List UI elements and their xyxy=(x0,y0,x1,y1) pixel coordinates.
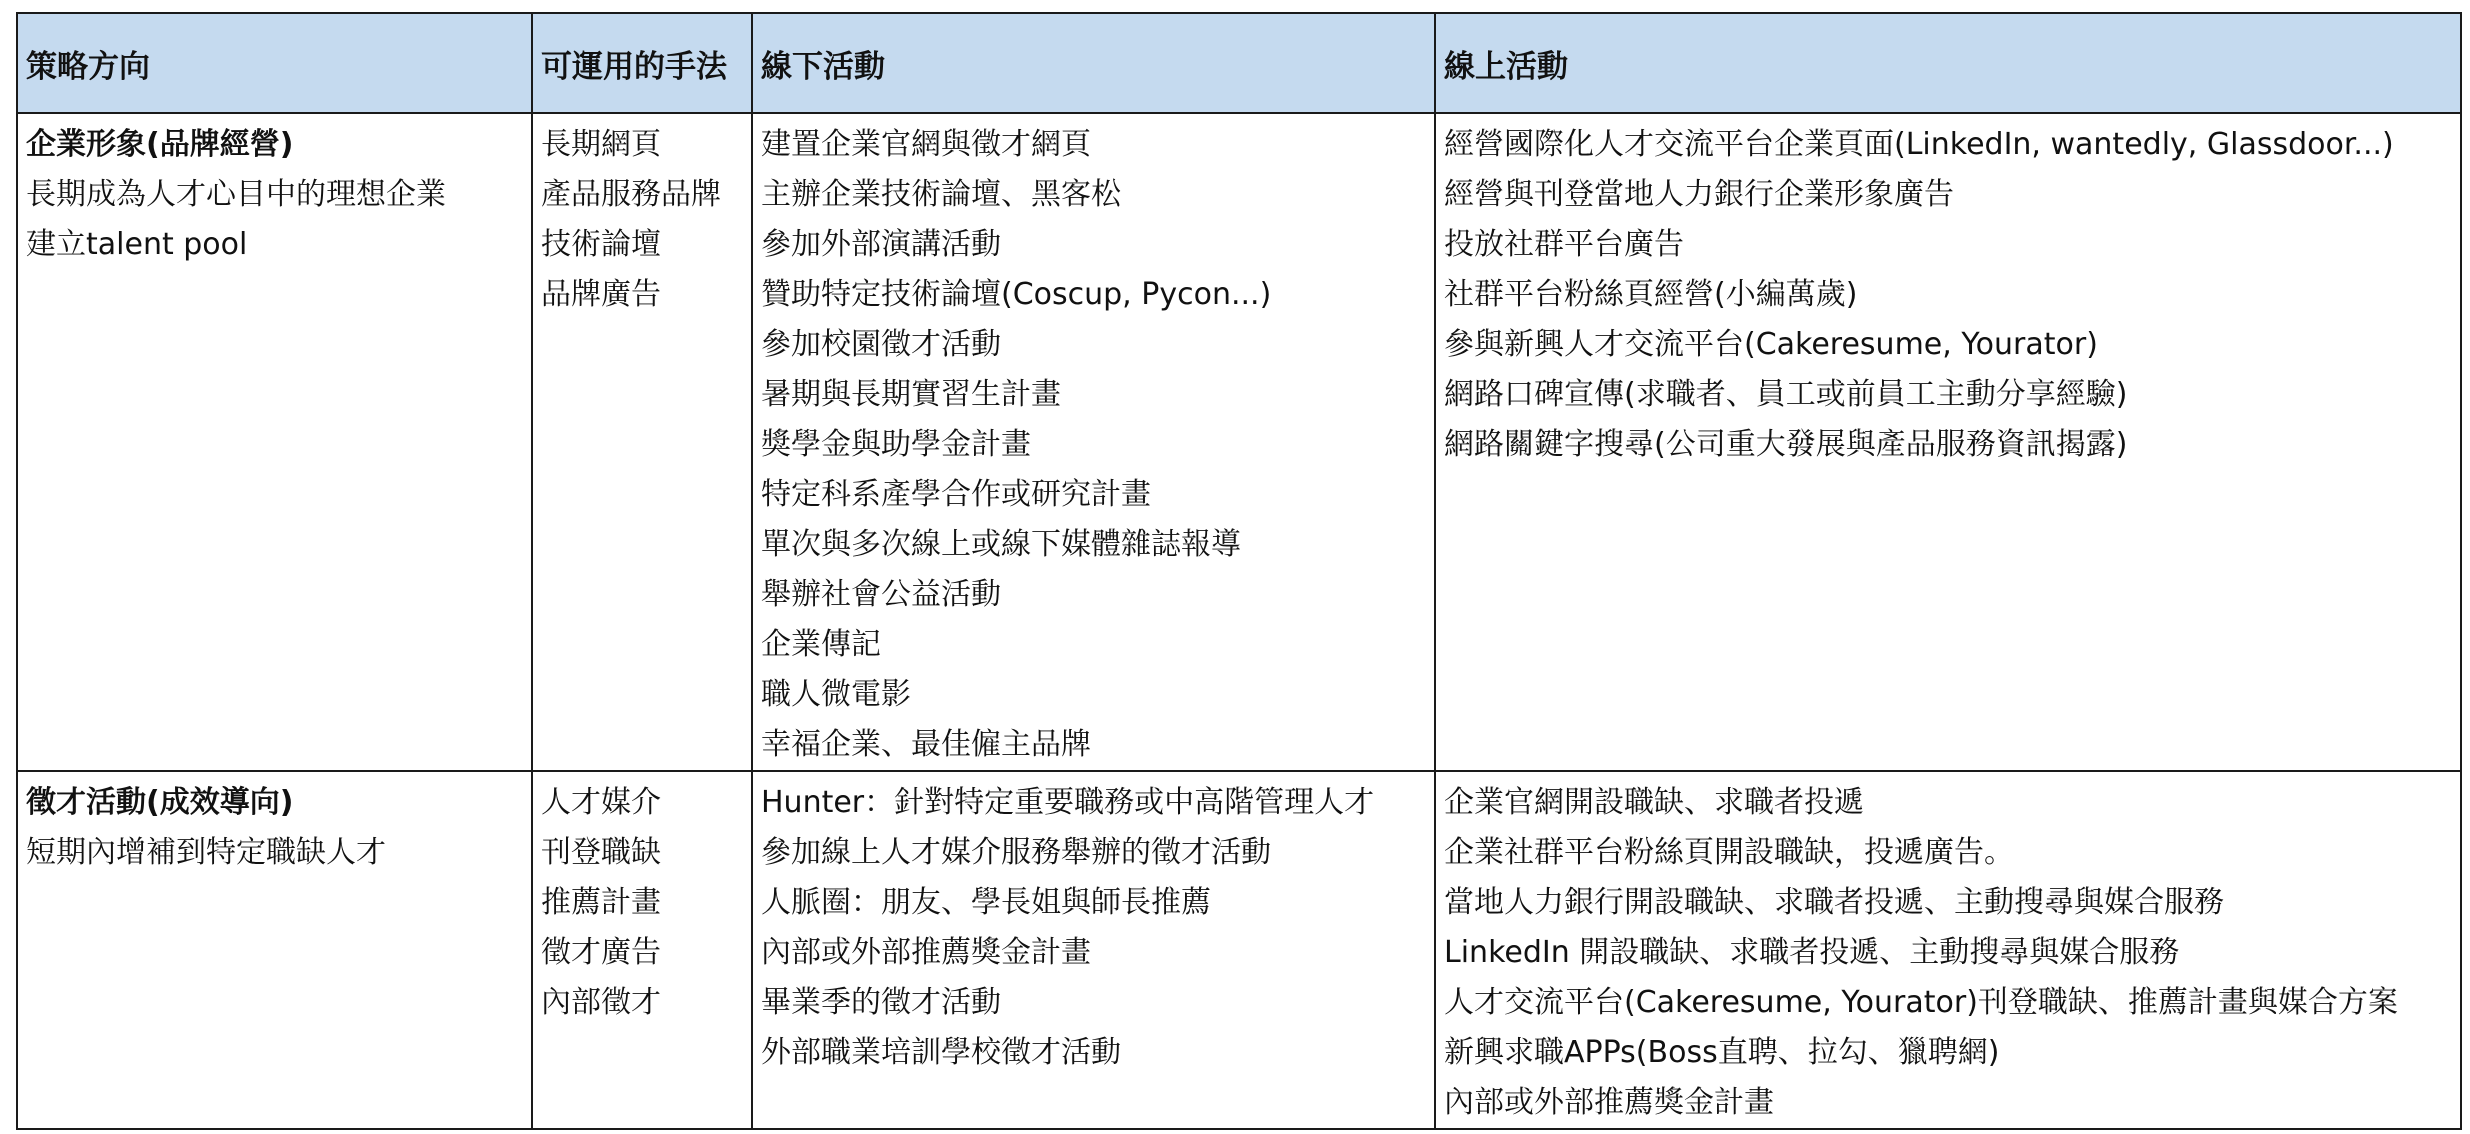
cell-offline xyxy=(752,113,1435,771)
offline-item: 暑期與長期實習生計畫 xyxy=(761,377,1061,412)
offline-item: 外部職業培訓學校徵才活動 xyxy=(761,1035,1121,1070)
method-item: 長期網頁 xyxy=(541,127,661,162)
method-item: 徵才廣告 xyxy=(541,935,661,970)
cell-strategy xyxy=(17,771,532,1129)
strategy-line: 短期內增補到特定職缺人才 xyxy=(26,835,386,870)
cell-strategy xyxy=(17,113,532,771)
online-item: 當地人力銀行開設職缺、求職者投遞、主動搜尋與媒合服務 xyxy=(1444,885,2224,920)
online-item: 經營與刊登當地人力銀行企業形象廣告 xyxy=(1444,177,1954,212)
offline-item: 主辦企業技術論壇、黑客松 xyxy=(761,177,1121,212)
online-item: 人才交流平台(Cakeresume, Yourator)刊登職缺、推薦計畫與媒合方案 xyxy=(1444,985,2398,1020)
strategy-line: 建立talent pool xyxy=(26,227,248,262)
offline-item: 幸福企業、最佳僱主品牌 xyxy=(761,727,1091,762)
online-item: 社群平台粉絲頁經營(小編萬歲) xyxy=(1444,277,1858,312)
method-item: 產品服務品牌 xyxy=(541,177,721,212)
offline-item: 人脈圈：朋友、學長姐與師長推薦 xyxy=(761,885,1211,920)
online-item: 投放社群平台廣告 xyxy=(1444,227,1684,262)
offline-item: 參加線上人才媒介服務舉辦的徵才活動 xyxy=(761,835,1271,870)
method-item: 內部徵才 xyxy=(541,985,661,1020)
offline-item: 建置企業官網與徵才網頁 xyxy=(761,127,1091,162)
offline-item: 畢業季的徵才活動 xyxy=(761,985,1001,1020)
table-row-brand xyxy=(17,113,2461,771)
cell-offline xyxy=(752,771,1435,1129)
offline-item: 贊助特定技術論壇(Coscup, Pycon...) xyxy=(761,277,1272,312)
online-item: 經營國際化人才交流平台企業頁面(LinkedIn, wantedly, Glassdoor...) xyxy=(1444,127,2394,162)
cell-methods xyxy=(532,771,752,1129)
strategy-line: 長期成為人才心目中的理想企業 xyxy=(26,177,446,212)
method-item: 技術論壇 xyxy=(541,227,661,262)
online-item: 企業官網開設職缺、求職者投遞 xyxy=(1444,785,1864,820)
method-item: 刊登職缺 xyxy=(541,835,661,870)
cell-online xyxy=(1435,113,2461,771)
online-item: 網路關鍵字搜尋(公司重大發展與產品服務資訊揭露) xyxy=(1444,427,2128,462)
header-methods: 可運用的手法 xyxy=(532,13,752,113)
offline-item: 職人微電影 xyxy=(761,677,911,712)
method-item: 人才媒介 xyxy=(541,785,661,820)
header-strategy: 策略方向 xyxy=(17,13,532,113)
offline-item: Hunter：針對特定重要職務或中高階管理人才 xyxy=(761,785,1375,820)
table-row-recruitment xyxy=(17,771,2461,1129)
online-item: 企業社群平台粉絲頁開設職缺，投遞廣告。 xyxy=(1444,835,2014,870)
online-item: 網路口碑宣傳(求職者、員工或前員工主動分享經驗) xyxy=(1444,377,2128,412)
online-item: 內部或外部推薦獎金計畫 xyxy=(1444,1085,1774,1120)
online-item: 新興求職APPs(Boss直聘、拉勾、獵聘網) xyxy=(1444,1035,2000,1070)
offline-item: 舉辦社會公益活動 xyxy=(761,577,1001,612)
offline-item: 獎學金與助學金計畫 xyxy=(761,427,1031,462)
table-header-row xyxy=(17,13,2461,113)
recruitment-strategy-table xyxy=(16,12,2462,1130)
online-item: LinkedIn 開設職缺、求職者投遞、主動搜尋與媒合服務 xyxy=(1444,935,2180,970)
offline-item: 內部或外部推薦獎金計畫 xyxy=(761,935,1091,970)
offline-item: 企業傳記 xyxy=(761,627,881,662)
offline-item: 單次與多次線上或線下媒體雜誌報導 xyxy=(761,527,1241,562)
header-offline: 線下活動 xyxy=(752,13,1435,113)
offline-item: 參加外部演講活動 xyxy=(761,227,1001,262)
cell-online xyxy=(1435,771,2461,1129)
cell-methods xyxy=(532,113,752,771)
header-online: 線上活動 xyxy=(1435,13,2461,113)
method-item: 品牌廣告 xyxy=(541,277,661,312)
online-item: 參與新興人才交流平台(Cakeresume, Yourator) xyxy=(1444,327,2098,362)
strategy-title: 徵才活動(成效導向) xyxy=(26,785,294,820)
offline-item: 特定科系產學合作或研究計畫 xyxy=(761,477,1151,512)
method-item: 推薦計畫 xyxy=(541,885,661,920)
strategy-table-container xyxy=(16,12,2460,1120)
offline-item: 參加校園徵才活動 xyxy=(761,327,1001,362)
strategy-title: 企業形象(品牌經營) xyxy=(26,127,294,162)
